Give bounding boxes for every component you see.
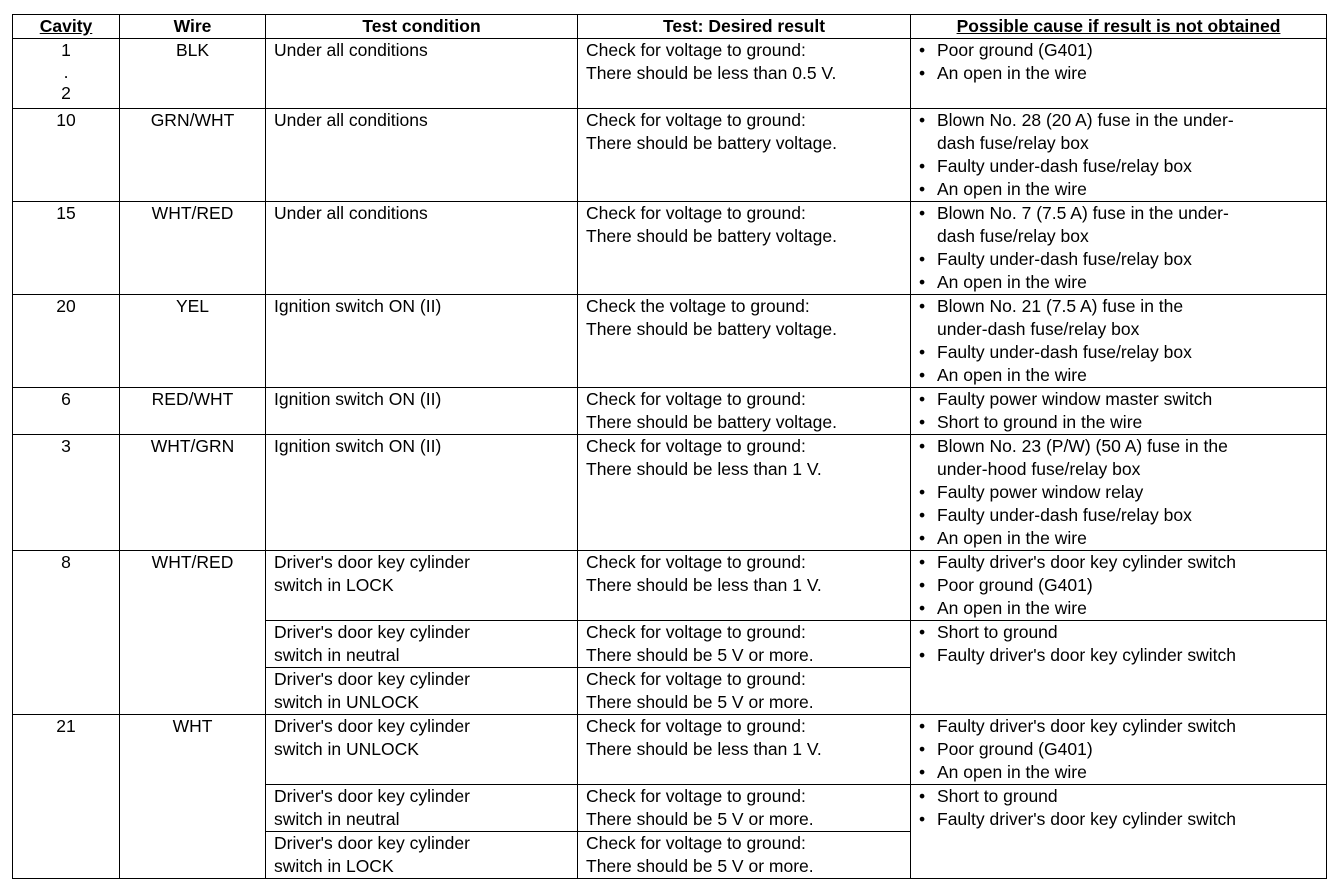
wire-color: RED/WHT [151,389,234,409]
cavity-number: . [63,62,69,82]
wire-cell [120,295,266,388]
cause-text [937,435,1318,481]
condition-line: switch in neutral [274,809,400,829]
result-line: There should be battery voltage. [586,133,837,153]
cause-text [937,504,1318,527]
cause-item [919,738,1318,761]
cause-line: An open in the wire [937,762,1087,782]
possible-cause-cell [911,621,1327,715]
wire-cell [120,109,266,202]
wire-cell [120,551,266,715]
cavity-cell [13,551,120,715]
cause-item [919,644,1318,667]
cavity-number: 3 [61,436,71,456]
condition-line: Driver's door key cylinder [274,552,470,572]
cause-line: An open in the wire [937,528,1087,548]
condition-line: switch in LOCK [274,856,394,876]
wire-color: WHT [172,716,213,736]
bullet-icon: • [919,598,926,618]
table-row [13,295,1327,388]
cause-item [919,785,1318,808]
condition-line: Driver's door key cylinder [274,786,470,806]
result-line: Check for voltage to ground: [586,436,806,456]
wire-color: WHT/RED [151,203,234,223]
bullet-icon: • [919,739,926,759]
cause-text [937,644,1318,667]
cause-line: Short to ground in the wire [937,412,1143,432]
cause-line: Poor ground (G401) [937,40,1093,60]
table-row [13,715,1327,785]
condition-line: switch in UNLOCK [274,739,419,759]
result-line: Check for voltage to ground: [586,716,806,736]
cavity-cell [13,295,120,388]
test-condition-cell [266,295,578,388]
bullet-icon: • [919,645,926,665]
cavity-number: 20 [56,296,76,316]
bullet-icon: • [919,249,926,269]
desired-result-cell [578,39,911,109]
cause-line: Faulty under-dash fuse/relay box [937,505,1192,525]
bullet-icon: • [919,272,926,292]
cause-item [919,248,1318,271]
cause-line: under-dash fuse/relay box [937,319,1140,339]
possible-cause-cell [911,202,1327,295]
possible-cause-cell [911,435,1327,551]
cause-text [937,295,1318,341]
cause-line: Faulty driver's door key cylinder switch [937,809,1236,829]
condition-line: switch in LOCK [274,575,394,595]
test-condition-cell [266,435,578,551]
table-row [13,202,1327,295]
cause-text [937,808,1318,831]
cause-text [937,39,1318,62]
table-row [13,551,1327,621]
cause-line: Faulty power window master switch [937,389,1213,409]
cavity-number: 6 [61,389,71,409]
cause-line: Faulty driver's door key cylinder switch [937,552,1236,572]
test-condition-cell [266,551,578,621]
desired-result-cell [578,435,911,551]
table-row [13,109,1327,202]
desired-result-cell [578,715,911,785]
result-line: Check for voltage to ground: [586,833,806,853]
test-condition-cell [266,202,578,295]
cause-item [919,808,1318,831]
cause-text [937,738,1318,761]
cause-item [919,155,1318,178]
wire-cell [120,202,266,295]
possible-cause-cell [911,715,1327,785]
wire-color: WHT/GRN [150,436,235,456]
bullet-icon: • [919,342,926,362]
desired-result-cell [578,202,911,295]
cause-item [919,202,1318,248]
bullet-icon: • [919,622,926,642]
connector-test-table [12,14,1327,879]
cause-item [919,597,1318,620]
bullet-icon: • [919,156,926,176]
bullet-icon: • [919,528,926,548]
cavity-number: 10 [56,110,76,130]
header-desired-result: Test: Desired result [578,15,911,39]
result-line: There should be less than 1 V. [586,459,822,479]
desired-result-cell [578,295,911,388]
cause-item [919,715,1318,738]
wire-color: WHT/RED [151,552,234,572]
bullet-icon: • [919,482,926,502]
cause-text [937,481,1318,504]
cause-line: An open in the wire [937,598,1087,618]
cause-item [919,621,1318,644]
condition-line: Ignition switch ON (II) [274,389,442,409]
header-wire: Wire [120,15,266,39]
condition-line: switch in neutral [274,645,400,665]
test-condition-cell [266,715,578,785]
header-cavity: Cavity [13,15,120,39]
desired-result-cell [578,785,911,832]
wire-color: GRN/WHT [150,110,235,130]
header-possible-cause: Possible cause if result is not obtained [911,15,1327,39]
bullet-icon: • [919,436,926,456]
cause-line: Blown No. 21 (7.5 A) fuse in the [937,296,1184,316]
possible-cause-cell [911,109,1327,202]
cause-text [937,574,1318,597]
test-condition-cell [266,668,578,715]
cause-line: Faulty under-dash fuse/relay box [937,249,1192,269]
wire-cell [120,715,266,879]
result-line: There should be 5 V or more. [586,856,814,876]
cause-line: Faulty under-dash fuse/relay box [937,342,1192,362]
bullet-icon: • [919,786,926,806]
wire-cell [120,388,266,435]
bullet-icon: • [919,63,926,83]
possible-cause-cell [911,388,1327,435]
cavity-cell [13,39,120,109]
result-line: Check for voltage to ground: [586,40,806,60]
cause-item [919,388,1318,411]
cause-line: An open in the wire [937,272,1087,292]
cause-line: An open in the wire [937,63,1087,83]
result-line: There should be less than 1 V. [586,739,822,759]
cavity-cell [13,202,120,295]
cause-line: Faulty driver's door key cylinder switch [937,716,1236,736]
bullet-icon: • [919,203,926,223]
result-line: There should be less than 1 V. [586,575,822,595]
result-line: Check for voltage to ground: [586,669,806,689]
bullet-icon: • [919,809,926,829]
cause-text [937,202,1318,248]
result-line: There should be battery voltage. [586,319,837,339]
possible-cause-cell [911,785,1327,879]
possible-cause-cell [911,39,1327,109]
test-condition-cell [266,832,578,879]
condition-line: Under all conditions [274,110,428,130]
condition-line: Ignition switch ON (II) [274,296,442,316]
result-line: There should be 5 V or more. [586,809,814,829]
cause-item [919,39,1318,62]
result-line: There should be battery voltage. [586,226,837,246]
cause-item [919,364,1318,387]
result-line: There should be less than 0.5 V. [586,63,837,83]
cause-line: Faulty under-dash fuse/relay box [937,156,1192,176]
cause-text [937,178,1318,201]
cause-line: Poor ground (G401) [937,739,1093,759]
cause-line: Faulty power window relay [937,482,1144,502]
condition-line: Ignition switch ON (II) [274,436,442,456]
cause-line: Blown No. 23 (P/W) (50 A) fuse in the [937,436,1228,456]
result-line: There should be battery voltage. [586,412,837,432]
table-body [13,39,1327,879]
result-line: Check the voltage to ground: [586,296,810,316]
cause-item [919,341,1318,364]
cavity-cell [13,109,120,202]
condition-line: Driver's door key cylinder [274,833,470,853]
cause-item [919,295,1318,341]
bullet-icon: • [919,575,926,595]
cavity-number: 15 [56,203,76,223]
cause-item [919,62,1318,85]
test-condition-cell [266,388,578,435]
cause-text [937,62,1318,85]
cause-item [919,271,1318,294]
cause-item [919,761,1318,784]
bullet-icon: • [919,762,926,782]
possible-cause-cell [911,295,1327,388]
cause-item [919,178,1318,201]
cause-item [919,551,1318,574]
result-line: Check for voltage to ground: [586,622,806,642]
cause-text [937,761,1318,784]
condition-line: switch in UNLOCK [274,692,419,712]
cause-line: Faulty driver's door key cylinder switch [937,645,1236,665]
cause-item [919,527,1318,550]
cause-text [937,364,1318,387]
bullet-icon: • [919,179,926,199]
cause-text [937,341,1318,364]
desired-result-cell [578,621,911,668]
bullet-icon: • [919,716,926,736]
condition-line: Driver's door key cylinder [274,716,470,736]
cause-text [937,271,1318,294]
cause-text [937,388,1318,411]
table-row [13,435,1327,551]
test-condition-cell [266,39,578,109]
cause-text [937,527,1318,550]
bullet-icon: • [919,365,926,385]
header-row [13,15,1327,39]
possible-cause-cell [911,551,1327,621]
cause-text [937,411,1318,434]
cause-item [919,109,1318,155]
cause-line: dash fuse/relay box [937,226,1089,246]
cause-text [937,551,1318,574]
result-line: There should be 5 V or more. [586,645,814,665]
cause-line: Short to ground [937,622,1058,642]
cavity-cell [13,715,120,879]
cause-item [919,411,1318,434]
desired-result-cell [578,668,911,715]
condition-line: Under all conditions [274,203,428,223]
result-line: There should be 5 V or more. [586,692,814,712]
cause-text [937,597,1318,620]
cause-item [919,435,1318,481]
cause-text [937,155,1318,178]
result-line: Check for voltage to ground: [586,203,806,223]
cavity-cell [13,388,120,435]
bullet-icon: • [919,40,926,60]
desired-result-cell [578,109,911,202]
table-row [13,39,1327,109]
test-condition-cell [266,109,578,202]
cause-line: Short to ground [937,786,1058,806]
cavity-number: 1 [61,40,71,60]
condition-line: Driver's door key cylinder [274,622,470,642]
result-line: Check for voltage to ground: [586,786,806,806]
desired-result-cell [578,832,911,879]
cause-text [937,715,1318,738]
cavity-number: 8 [61,552,71,572]
bullet-icon: • [919,110,926,130]
cause-text [937,785,1318,808]
test-condition-cell [266,785,578,832]
bullet-icon: • [919,552,926,572]
test-condition-cell [266,621,578,668]
cause-line: under-hood fuse/relay box [937,459,1141,479]
cavity-number: 21 [56,716,76,736]
cause-line: An open in the wire [937,179,1087,199]
cavity-cell [13,435,120,551]
desired-result-cell [578,551,911,621]
header-test-condition: Test condition [266,15,578,39]
wire-cell [120,39,266,109]
bullet-icon: • [919,296,926,316]
cause-item [919,504,1318,527]
cause-text [937,248,1318,271]
cause-line: Poor ground (G401) [937,575,1093,595]
cause-line: dash fuse/relay box [937,133,1089,153]
condition-line: Under all conditions [274,40,428,60]
bullet-icon: • [919,412,926,432]
bullet-icon: • [919,505,926,525]
cause-item [919,574,1318,597]
cause-text [937,621,1318,644]
bullet-icon: • [919,389,926,409]
table-row [13,388,1327,435]
result-line: Check for voltage to ground: [586,552,806,572]
result-line: Check for voltage to ground: [586,389,806,409]
cavity-number: 2 [61,83,71,103]
wire-color: BLK [175,40,210,60]
cause-item [919,481,1318,504]
result-line: Check for voltage to ground: [586,110,806,130]
desired-result-cell [578,388,911,435]
cause-line: Blown No. 7 (7.5 A) fuse in the under- [937,203,1229,223]
cause-text [937,109,1318,155]
wire-cell [120,435,266,551]
wire-color: YEL [175,296,210,316]
condition-line: Driver's door key cylinder [274,669,470,689]
cause-line: An open in the wire [937,365,1087,385]
cause-line: Blown No. 28 (20 A) fuse in the under- [937,110,1234,130]
